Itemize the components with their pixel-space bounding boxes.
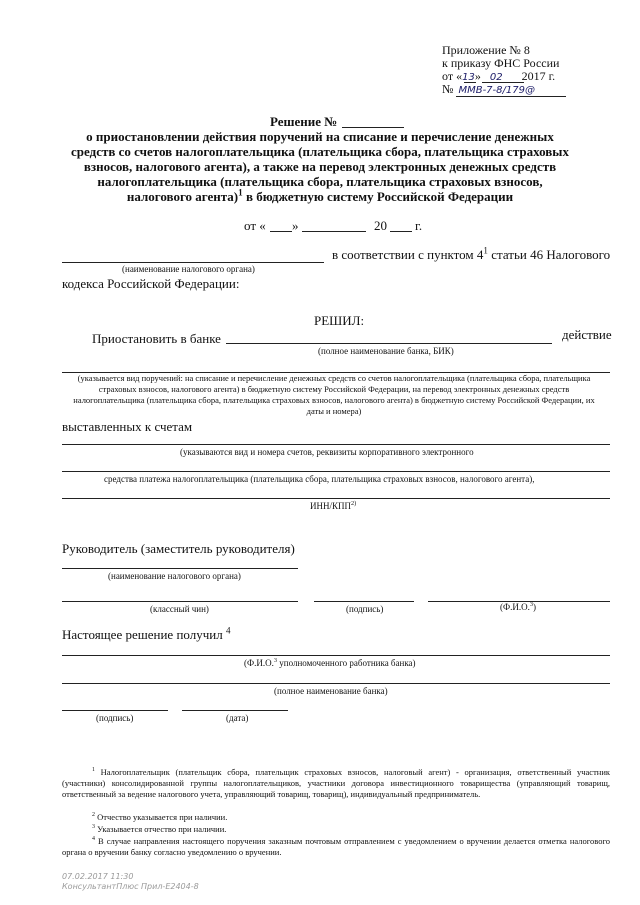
- appendix-number: № ММВ-7-8/179@: [442, 83, 632, 97]
- appendix-block: [442, 44, 632, 97]
- decision-subtitle: о приостановлении действия поручений на списание и перечисление денежных средств со счетов налогоплательщика (плательщика сбора, плательщика страховых взносов, налогового агента), а также на перевод электронных денежных средств налогоплательщика (плательщика сбора, плательщика страховых взносов, налогового агента)$^1$ в бюджетную систему Российской Федерации: [71, 129, 569, 204]
- appendix-line1: Приложение № 8: [442, 43, 530, 57]
- suspend-in-bank: Приостановить в банке: [92, 331, 221, 346]
- appendix-day: 13: [462, 72, 475, 83]
- head-signature: Руководитель (заместитель руководителя): [62, 541, 295, 556]
- action-word: действие: [562, 327, 612, 342]
- footnote-4: $^4$ В случае направления настоящего поручения заказным почтовым отправлением с уведомлением о вручении делается отметка налогового органа о вручении банку согласно уведомлению о вручении.: [62, 836, 610, 857]
- decision-date-from: от «: [244, 218, 266, 233]
- means-caption: средства платежа налогоплательщика (плательщика сбора, плательщика страховых взносов, налогового агента),: [104, 474, 535, 484]
- accordance-text: в соответствии с пунктом $4^1$ статьи 46 Налогового: [332, 245, 611, 262]
- accounts-caption: (указываются вид и номера счетов, реквизиты корпоративного электронного: [180, 447, 474, 457]
- sign-tax-org-caption: (наименование налогового органа): [108, 571, 241, 581]
- decision-title: Решение №: [270, 114, 338, 129]
- received-line: Настоящее решение получил $^4$: [62, 625, 231, 642]
- resolved-heading: РЕШИЛ:: [314, 313, 365, 328]
- appendix-month: 02: [489, 72, 503, 83]
- footnote-3: $^3$ Указывается отчество при наличии.: [92, 824, 227, 834]
- receipt-fio-caption: (Ф.И.О.$^3$ уполномоченного работника банка): [244, 657, 416, 668]
- receipt-date-caption: (дата): [226, 713, 249, 723]
- rank-caption: (классный чин): [150, 604, 209, 614]
- footnote-1: $^1$ Налогоплательщик (плательщик сбора, плательщик страховых взносов, налоговый агент) - организация, ответственный участник (участники) консолидированной группы налогоплательщиков, участники договора инвестиционного товарищества (управляющий товарищ, ответственный за ведение налогового учета, управляющий товарищ, товарищ), индивидуальный предприниматель.: [62, 767, 611, 799]
- code-line: кодекса Российской Федерации:: [62, 276, 240, 291]
- decision-date-mid: »: [292, 218, 299, 233]
- print-stamp: 07.02.2017 11:30 КонсультантПлюс Прил-Е2404-8: [62, 872, 199, 891]
- receipt-bank-caption: (полное наименование банка): [274, 686, 388, 696]
- tax-org-caption: (наименование налогового органа): [122, 264, 255, 274]
- decision-date-suffix: г.: [415, 218, 423, 233]
- receipt-sign-caption: (подпись): [96, 713, 134, 723]
- appendix-year: 2017 г.: [521, 69, 556, 83]
- footnote-2: $^2$ Отчество указывается при наличии.: [92, 812, 228, 822]
- inn-caption: ИНН/КПП$^{2)}$: [310, 500, 357, 511]
- appendix-line2: к приказу ФНС России: [442, 56, 560, 70]
- appendix-order-number: ММВ-7-8/179@: [458, 85, 535, 96]
- decision-date-year: 20: [374, 218, 387, 233]
- appendix-date: от «13» 02 2017 г.: [442, 69, 556, 83]
- orders-caption: (указывается вид поручений: на списание и перечисление денежных средств со счетов налогоплательщика (плательщика сбора, плательщика страховых взносов, налогового агента) в бюджетную систему Российской Федерации, на перевод электронных денежных средств налогоплательщика (плательщика сбора, плательщика страховых взносов, налогового агента) в бюджетную систему Российской Федерации, их даты и номера): [73, 373, 595, 416]
- issued-to-accounts: выставленных к счетам: [62, 419, 193, 434]
- fio-caption: (Ф.И.О.$^3$): [500, 601, 537, 612]
- bank-caption: (полное наименование банка, БИК): [318, 346, 454, 356]
- sign-caption: (подпись): [346, 604, 384, 614]
